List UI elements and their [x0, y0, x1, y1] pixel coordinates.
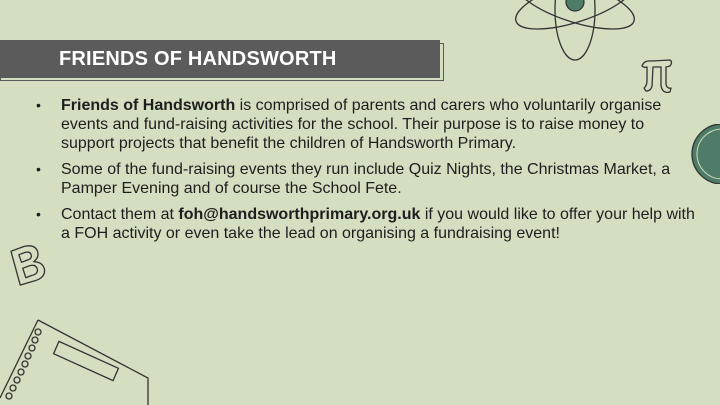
- notebook-icon: [0, 318, 150, 405]
- list-item: [30, 205, 700, 243]
- bullet-bold-text: Friends of Handsworth: [61, 97, 236, 114]
- title-bar: [0, 40, 440, 78]
- list-item: [30, 160, 700, 198]
- atom-icon: [500, 0, 650, 70]
- bullet-list: [30, 96, 700, 250]
- page-title: FRIENDS OF HANDSWORTH: [59, 47, 337, 70]
- bullet-text: Some of the fund-raising events they run include Quiz Nights, the Christmas Market, a Pamper Evening and of course the School Fete.: [61, 161, 671, 197]
- bullet-text: is comprised of parents and carers who voluntarily organise events and fund-raising activities for the school. Their purpose is to raise money to support projects that benefit the children of Handsworth Primary.: [61, 97, 662, 152]
- pi-icon: [636, 56, 676, 96]
- bullet-text: Contact them at: [61, 206, 179, 223]
- email-text: foh@handsworthprimary.org.uk: [178, 206, 421, 223]
- list-item: [30, 96, 700, 153]
- bullet-text: if you would like to offer your help with a FOH activity or even take the lead on organising a fundraising event!: [61, 206, 695, 242]
